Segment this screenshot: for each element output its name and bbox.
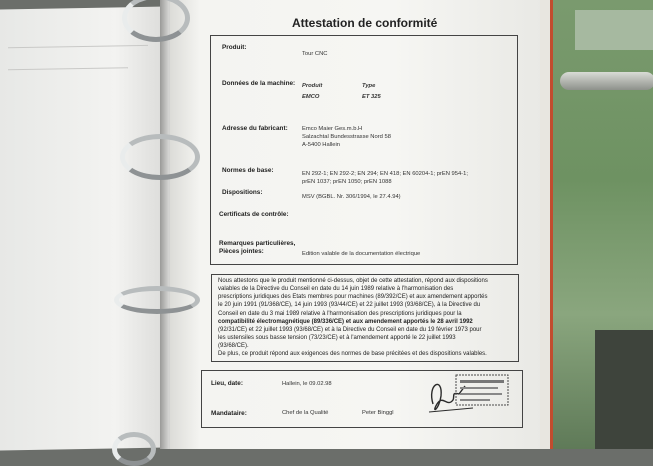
pieces-label: Pièces jointes: <box>219 248 264 255</box>
mandataire-label: Mandataire: <box>211 410 247 417</box>
declaration-line: prescriptions juridiques des Etats membres pour machines (89/392/CE) et aux amendement apportés <box>218 294 488 301</box>
product-info-box <box>210 35 518 265</box>
declaration-line: De plus, ce produit répond aux exigences des normes de base précitées et des dispositions valables. <box>218 351 487 358</box>
declaration-line: les ustensiles sous basse tension (73/23/CE) et à l'amendement apporté le 22 juillet 1993 <box>218 335 456 342</box>
adresse-line-1: Emco Maier Ges.m.b.H <box>302 126 363 132</box>
produit-col-header: Produit <box>302 83 323 89</box>
declaration-line: (93/68/CE). <box>218 343 249 350</box>
machine-rod <box>560 72 653 90</box>
type-col-value: ET 325 <box>362 94 381 100</box>
machine-block <box>575 10 653 50</box>
page-edge <box>540 0 553 449</box>
type-col-header: Type <box>362 83 376 89</box>
adresse-line-2: Salzachtal Bundesstrasse Nord 58 <box>302 134 391 140</box>
company-stamp <box>455 374 509 406</box>
lieu-value: Hallein, le 09.02.98 <box>282 381 332 387</box>
adresse-label: Adresse du fabricant: <box>222 125 288 132</box>
binder-ring-4 <box>112 432 156 466</box>
remarques-label: Remarques particulières, <box>219 240 296 247</box>
produit-value: Tour CNC <box>302 51 328 57</box>
produit-label: Produit: <box>222 44 247 51</box>
dispositions-value: MSV (BGBL. Nr. 306/1994, le 27.4.94) <box>302 194 401 200</box>
certificats-label: Certificats de contrôle: <box>219 211 289 218</box>
declaration-line: le 20 juin 1991 (91/368/CE), 14 juin 1993 (93/44/CE) et 22 juillet 1993 (93/68/CE), à la Directive du <box>218 302 481 309</box>
binder-ring-3 <box>114 286 200 314</box>
declaration-line: valables de la Directive du Conseil en date du 14 juin 1989 relative à l'harmonisation des <box>218 286 454 293</box>
document-title: Attestation de conformité <box>292 16 438 30</box>
donnees-label: Données de la machine: <box>222 80 296 87</box>
declaration-line: Nous attestons que le produit mentionné ci-dessus, objet de cette attestation, répond aux dispositions <box>218 278 488 284</box>
declaration-text <box>218 277 514 359</box>
mandataire-role: Chef de la Qualité <box>282 410 329 416</box>
normes-line-2: prEN 1037; prEN 1050; prEN 1088 <box>302 179 392 185</box>
declaration-line: (92/31/CE) et 22 juillet 1993 (93/68/CE) et à la Directive du Conseil en date du 19 février 1973 pour <box>218 326 482 333</box>
declaration-line: Conseil en date du 3 mai 1989 relative à l'harmonisation des prescriptions juridiques pour la <box>218 310 462 317</box>
adresse-line-3: A-5400 Hallein <box>302 142 341 148</box>
left-binder-page <box>0 7 165 451</box>
binder-ring-2 <box>120 134 200 180</box>
mandataire-name: Peter Binggl <box>362 410 394 416</box>
machine-shadow <box>595 330 653 449</box>
normes-line-1: EN 292-1; EN 292-2; EN 294; EN 418; EN 60204-1; prEN 954-1; <box>302 171 468 177</box>
page-rule <box>8 67 128 70</box>
dispositions-label: Dispositions: <box>222 189 263 196</box>
lieu-label: Lieu, date: <box>211 380 243 387</box>
declaration-line: compatibilité électromagnétique (89/336/CE) et aux amendement apportés le 28 avril 1992 <box>218 318 473 325</box>
produit-col-value: EMCO <box>302 94 320 100</box>
page-rule <box>8 45 148 48</box>
normes-label: Normes de base: <box>222 167 274 174</box>
remarques-value: Edition valable de la documentation électrique <box>302 251 421 257</box>
